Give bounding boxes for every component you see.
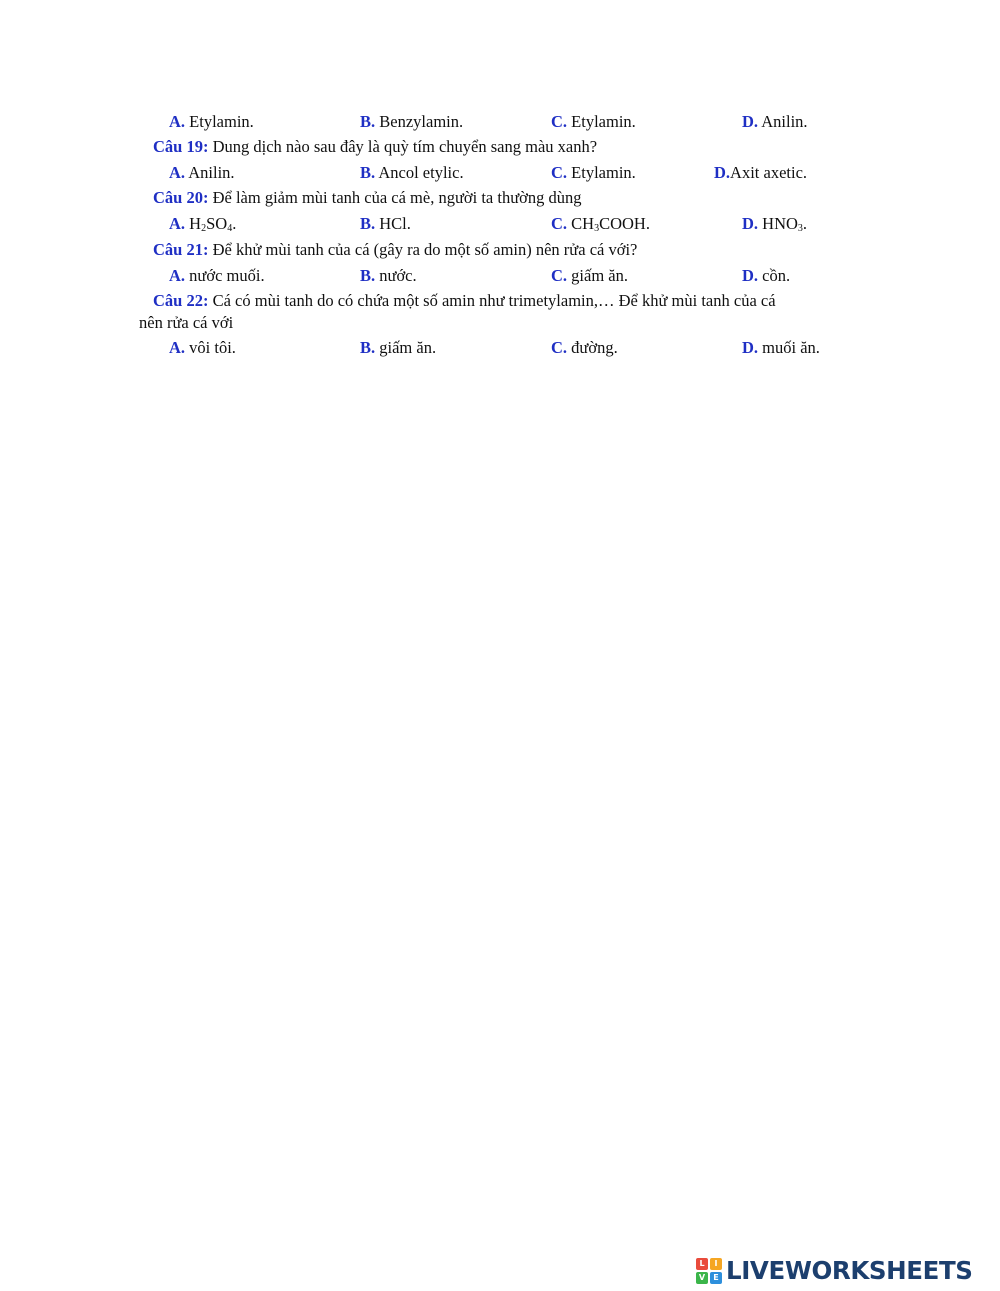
option-b[interactable]: B. giấm ăn. (360, 338, 437, 357)
question-21 (153, 238, 853, 262)
option-b[interactable]: B. Ancol etylic. (360, 163, 464, 182)
liveworksheets-logo (696, 1256, 973, 1286)
option-c[interactable]: C. đường. (551, 338, 618, 357)
option-c[interactable]: C. giấm ăn. (551, 266, 628, 285)
option-c[interactable]: C. Etylamin. (551, 163, 636, 182)
option-b[interactable]: B. nước. (360, 266, 417, 285)
option-a[interactable]: A. Anilin. (169, 163, 235, 182)
question-number: Câu 21: (153, 240, 209, 259)
formula-ch3cooh: $CH_3COOH$. (571, 214, 650, 234)
option-b[interactable]: B. Benzylamin. (360, 112, 464, 131)
question-19 (153, 135, 853, 159)
option-a[interactable]: A. vôi tôi. (169, 338, 236, 357)
question-text: Để làm giảm mùi tanh của cá mè, người ta thường dùng (212, 188, 582, 207)
option-d[interactable]: D. $HNO_3$. (742, 214, 808, 234)
question-text: Để khử mùi tanh của cá (gây ra do một số amin) nên rửa cá với? (212, 240, 638, 259)
answer-row-q20 (0, 212, 1000, 236)
option-d[interactable]: D. cồn. (742, 266, 791, 285)
option-d[interactable]: D. muối ăn. (742, 338, 820, 357)
option-b[interactable]: B. HCl. (360, 214, 411, 233)
question-20 (153, 186, 853, 210)
option-a[interactable]: A. $H_2SO_4$. (169, 214, 237, 234)
option-a[interactable]: A. nước muối. (169, 266, 265, 285)
option-a[interactable]: A. Etylamin. (169, 112, 254, 131)
option-c[interactable]: C. Etylamin. (551, 112, 636, 131)
option-d[interactable]: D. Anilin. (742, 112, 808, 131)
logo-square-v: V (696, 1272, 708, 1284)
option-c[interactable]: C. $CH_3COOH$. (551, 214, 650, 234)
answer-row-q19 (0, 161, 1000, 185)
question-text: Cá có mùi tanh do có chứa một số amin như trimetylamin,… Để khử mùi tanh của cá (212, 291, 776, 310)
question-text-continued: nên rửa cá với (139, 313, 234, 332)
question-number: Câu 22: (153, 291, 209, 310)
question-number: Câu 20: (153, 188, 209, 207)
answer-row-q18 (0, 110, 1000, 134)
option-d[interactable]: D.Axit axetic. (714, 163, 808, 182)
live-squares-icon (696, 1258, 722, 1284)
logo-square-e: E (710, 1272, 722, 1284)
logo-text: LIVEWORKSHEETS (726, 1256, 973, 1285)
formula-h2so4: $H_2SO_4$. (189, 214, 237, 234)
question-number: Câu 19: (153, 137, 209, 156)
logo-square-l: L (696, 1258, 708, 1270)
question-22 (139, 289, 839, 335)
answer-row-q22 (0, 336, 1000, 360)
logo-square-i: I (710, 1258, 722, 1270)
question-text: Dung dịch nào sau đây là quỳ tím chuyển sang màu xanh? (212, 137, 598, 156)
formula-hno3: $HNO_3$. (762, 214, 808, 234)
answer-row-q21 (0, 264, 1000, 288)
